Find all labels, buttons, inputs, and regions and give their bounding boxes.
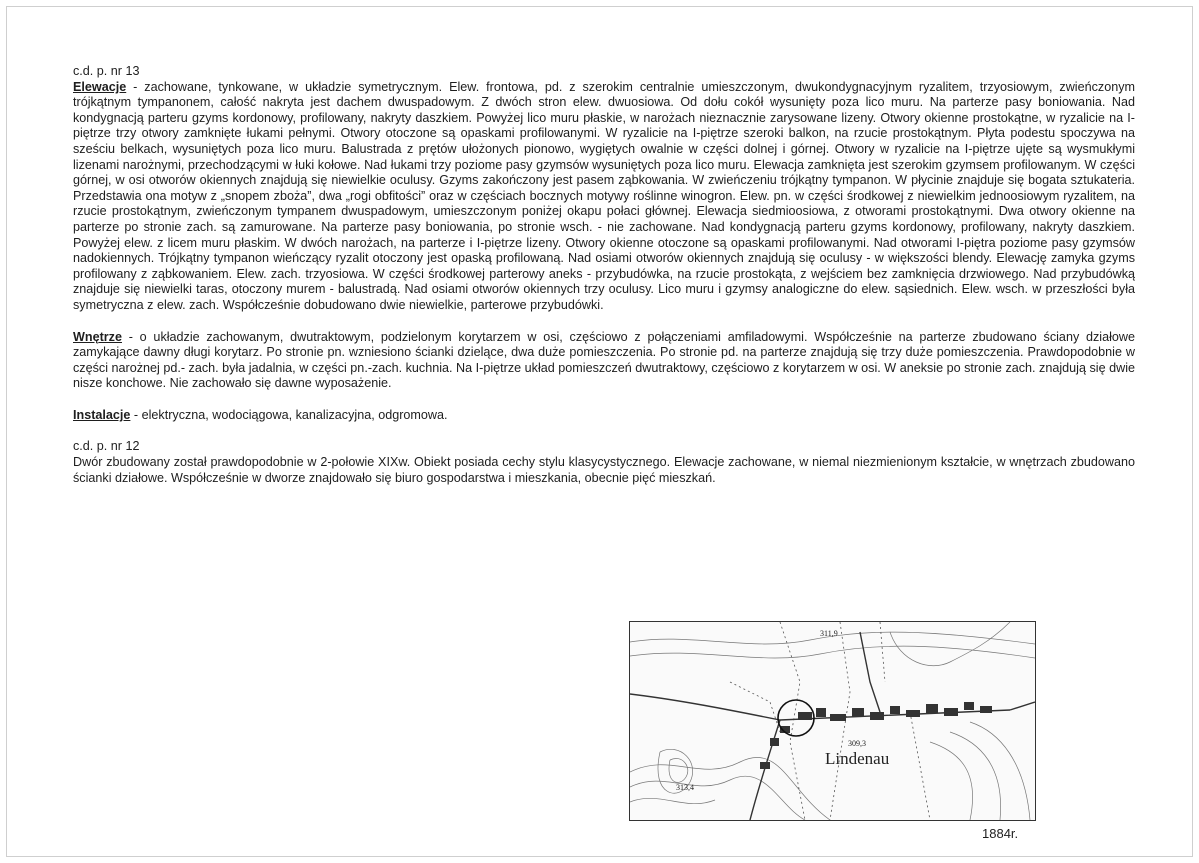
interior-text: - o układzie zachowanym, dwutraktowym, podzielonym korytarzem w osi, częściowo z połączeniami amfiladowymi. Współcześnie na parterze zbudowano ściany działowe zamykające dawny długi korytarz. Po stronie pn. wzniesiono ścianki dzielące, dwa duże pomieszczenia. Po stronie pd. na parterze znajdują się trzy duże pomieszczenia. Prawdopodobnie w części narożnej pd.- zach. była jadalnia, w części pn.-zach. kuchnia. Na I-piętrze układ pomieszczeń dwutraktowy, częściowo z korytarzem w osi. W aneksie po stronie zach. znajdują się dwie nisze konchowe. Nie zachowało się dawne wyposażenie.	[73, 329, 1135, 391]
section-reference: c.d. p. nr 13	[73, 64, 140, 78]
history-paragraph: Dwór zbudowany został prawdopodobnie w 2-połowie XIXw. Obiekt posiada cechy stylu klasycystycznego. Elewacje zachowane, w niemal niezmienionym kształcie, w wnętrzach zbudowano ścianki działowe. Współcześnie w dworze znajdowało się biuro gospodarstwa i mieszkania, obecnie pięć mieszkań.	[73, 455, 1135, 485]
document-body	[73, 64, 1135, 486]
elevations-paragraph	[73, 80, 1135, 314]
map-place-label: Lindenau	[825, 749, 890, 768]
historic-map	[629, 621, 1036, 821]
section-reference-history: c.d. p. nr 12	[73, 439, 140, 454]
installations-paragraph	[73, 408, 1135, 424]
elevation-label: 313,4	[676, 783, 694, 792]
section-heading-installations: Instalacje	[73, 407, 131, 422]
section-heading-elevations: Elewacje	[73, 79, 127, 94]
map-caption: 1884r.	[982, 826, 1019, 841]
elevation-label: 309,3	[848, 739, 866, 748]
elevations-text: - zachowane, tynkowane, w układzie symetrycznym. Elew. frontowa, pd. z szerokim centralnie umieszczonym, dwukondygnacyjnym ryzalitem, trzyosiowym, zwieńczonym trójkątnym tympanonem, całość nakryta jest dachem dwuspadowym. Z dwóch stron elew. dwuosiowa. Od dołu cokół wysunięty poza lico muru. Na parterze pasy boniowania. Nad kondygnacją parteru gzyms kordonowy, profilowany, nakryty daszkiem. Powyżej lico muru płaskie, w narożach nieznacznie zarysowane lizeny. Otwory okienne prostokątne, w ryzalicie na I-piętrze trzy otwory zamknięte łukami pełnymi. Otwory otoczone są opaskami profilowanymi. W ryzalicie na I-piętrze szeroki balkon, na rzucie prostokątnym. Płyta podestu spoczywa na sześciu belkach, wysuniętych poza lico muru. Balustrada z prętów ułożonych pionowo, wygiętych owalnie w części dolnej i górnej. Otwory w ryzalicie na I-piętrze ujęte są wysmukłymi lizenami narożnymi, przechodzącymi w łuki kołowe. Nad łukami trzy poziome pasy gzymsów wysuniętych poza lico muru. Elewacja zamknięta jest szerokim gzymsem profilowanym. W części górnej, w osi otworów okiennych znajdują się niewielkie oculusy. Gzyms zakończony jest pasem ząbkowania. W zwieńczeniu trójkątny tympanon. W płycinie znajduje się bogata sztukateria. Przedstawia ona motyw z „snopem zboża”, dwa „rogi obfitości” oraz w częściach bocznych motywy roślinne winogron. Elew. pn. w części środkowej z niewielkim jednoosiowym ryzalitem, na rzucie prostokątnym, zwieńczonym tympanem dwuspadowym, umieszczonym poniżej okapu połaci głównej. Elewacja siedmioosiowa, z otworami prostokątnymi. Dwa otwory okienne na parterze po stronie zach. są zamurowane. Na parterze pasy boniowania, po stronie wsch. - nie zachowane. Nad kondygnacją parteru gzyms kordonowy, profilowany, nakryty daszkiem. Powyżej elew. z licem muru płaskim. W dwóch narożach, na parterze i I-piętrze lizeny. Otwory okienne otoczone są opaskami profilowanymi. Nad otworami I-piętra poziome pasy gzymsów nadokiennych. Trójkątny tympanon wieńczący ryzalit otoczony jest opaską profilowaną. Nad osiami otworów okiennych znajdują się oculusy - w większości blendy. Elewację zamyka gzyms profilowany z ząbkowaniem. Elew. zach. trzyosiowa. W części środkowej parterowy aneks - przybudówka, na rzucie prostokąta, z wejściem bez zamknięcia drzwiowego. Nad przybudówką znajduje się niewielki taras, otoczony murem - balustradą. Nad osiami otworów okiennych trzy oculusy. Lico muru i gzymsy analogiczne do elew. sąsiednich. Elew. wsch. w przeszłości była symetryczna z elew. zach. Współcześnie dobudowano dwie niewielkie, parterowe przybudówki.	[73, 79, 1135, 312]
installations-text: - elektryczna, wodociągowa, kanalizacyjna, odgromowa.	[130, 407, 448, 422]
elevation-label: 311,9	[820, 629, 838, 638]
historic-map-drawing	[630, 622, 1035, 820]
interior-paragraph	[73, 330, 1135, 392]
section-heading-interior: Wnętrze	[73, 329, 122, 344]
